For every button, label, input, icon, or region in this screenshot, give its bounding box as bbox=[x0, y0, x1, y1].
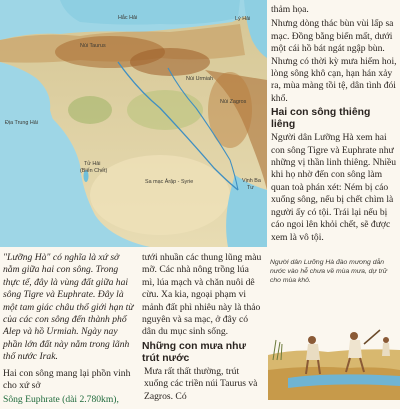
label-urmiah: Núi Urmiah bbox=[186, 76, 213, 82]
map-svg bbox=[0, 0, 267, 247]
label-caspian-sea: Lý Hải bbox=[235, 16, 251, 22]
label-persian-gulf-2: Tư bbox=[247, 185, 254, 191]
paragraph: Hai con sông mang lại phồn vinh cho xứ sở bbox=[3, 367, 131, 392]
black-sea bbox=[60, 0, 240, 25]
label-syrian-desert: Sa mạc Ảrập - Syrie bbox=[145, 179, 194, 185]
section-heading: Những con mưa như trút nước bbox=[142, 340, 246, 364]
river-name: Sông Euphrate (dài 2.780km), bbox=[3, 394, 119, 406]
label-mediterranean: Địa Trung Hải bbox=[5, 120, 38, 126]
intro-paragraph: "Lưỡng Hà" có nghĩa là xứ sở nằm giữa hai con sông. Trong thực tế, đây là vùng đất giữa hai sông Tigre và Euphrate. Đây là một tam giác châu thổ giới hạn từ của các con sông đến thành phố Alep và hồ Urmiah. Ngày nay phần lớn đất này nằm trong lãnh thổ nước Irak. bbox=[3, 252, 134, 363]
irrigation-illustration bbox=[268, 300, 400, 400]
illustration-caption: Người dân Lưỡng Hà đào mương dẫn nước vào hễ chưa về mùa mưa, dự trữ cho mùa khô. bbox=[270, 259, 388, 284]
label-dead-sea-1: Tử Hải bbox=[84, 161, 101, 167]
paragraph: thảm họa. bbox=[271, 4, 309, 15]
right-column bbox=[271, 4, 397, 246]
label-persian-gulf-1: Vịnh Ba bbox=[242, 178, 261, 184]
river-line bbox=[3, 394, 136, 406]
paragraph: tưới nhuần các thung lũng màu mỡ. Các nhà nông trồng lúa mì, lúa mạch và chăn nuôi dê cừu. Xa kia, ngoại phạm vi mảnh đất phì nhiêu này là thảo nguyên và sa mạc, ở đây có dân du mục sinh sống. bbox=[142, 252, 262, 338]
section-heading: Hai con sông thiêng liêng bbox=[271, 107, 371, 131]
illustration-svg bbox=[268, 300, 400, 400]
middle-column bbox=[142, 252, 262, 405]
paragraph: Nhưng dòng thác bùn vùi lấp sa mạc. Đồng bằng biến mất, dưới một cái hồ bát ngát ngập bùn. Nhưng có thời kỳ mưa hiếm hoi, lòng sông khô cạn, hạn hán xảy ra, mùa màng tồi tệ, dân tình đói khổ. bbox=[271, 18, 397, 104]
label-black-sea: Hắc Hải bbox=[118, 15, 138, 21]
mesopotamia-map bbox=[0, 0, 267, 247]
left-column bbox=[3, 252, 136, 409]
label-taurus: Núi Taurus bbox=[80, 43, 106, 49]
paragraph: Mưa rất thất thường, trút xuống các triền núi Taurus và Zagros. Có bbox=[144, 365, 258, 402]
label-dead-sea-2: (Biển Chết) bbox=[80, 168, 108, 174]
paragraph: Người dân Lưỡng Hà xem hai con sông Tigre và Euphrate như những vị thần linh thiêng. Nhiều khi họ nhờ đến con sông làm quan toà phán xét: Ném bị cáo xuống sông, nếu bị chết chìm là người ấy có tội. Trái lại nếu bị cáo ngoi lên khỏi chết, sẽ được xem là vô tội. bbox=[271, 132, 397, 243]
label-zagros: Núi Zagros bbox=[220, 99, 247, 105]
